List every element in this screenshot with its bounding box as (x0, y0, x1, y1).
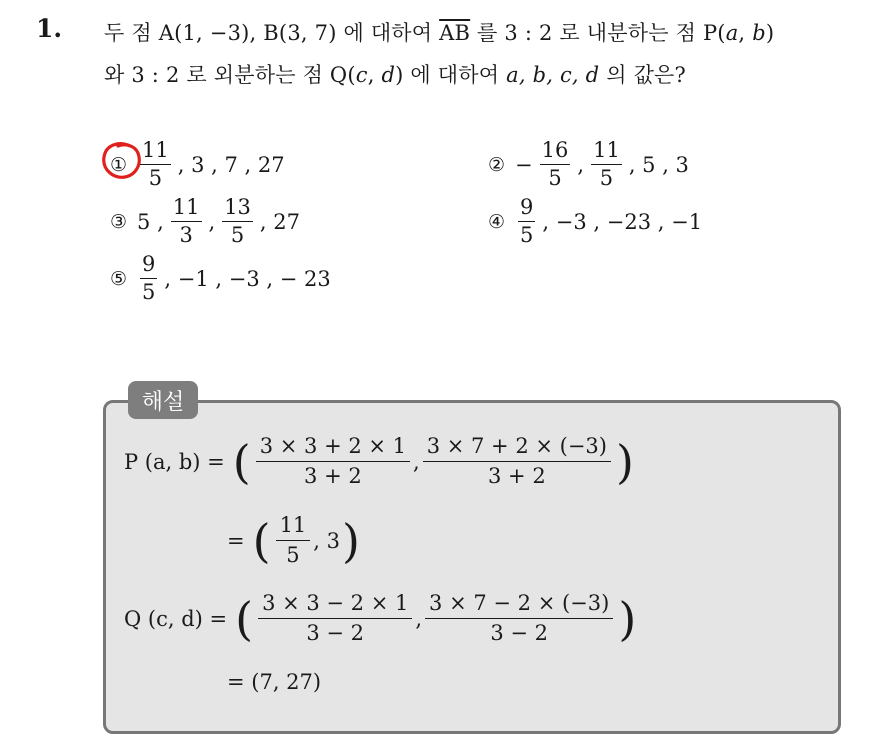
choice-4[interactable]: ④ $\frac{9}{5}$ , −3 , −23 , −1 (488, 195, 703, 247)
solution-p-result: = ( $\frac{11}{5}$ , 3 ) (227, 513, 360, 568)
choice-3[interactable]: ③ 5 , $\frac{11}{3}$ , $\frac{13}{5}$ , 27 (110, 195, 300, 247)
choice-4-fraction: $\frac{9}{5}$ (520, 195, 534, 247)
choice-3-marker: ③ (110, 210, 128, 233)
choice-2-fraction-1: $\frac{16}{5}$ (541, 138, 569, 190)
question-line-2: 와 3 : 2 로 외분하는 점 Q(c, d) 에 대하여 a, b, c, d 의 값은? (104, 63, 686, 87)
solution-q-equation: Q (c, d) = ( $\frac{3 \times 3 - 2 \times 1}{3 - 2}$ , $\frac{3 \times 7 - 2 \times (-3)}{3 - 2}$ ) (124, 591, 637, 646)
choice-5-marker: ⑤ (110, 267, 128, 290)
choice-1-marker: ① (110, 153, 128, 176)
p-result-fraction: $\frac{11}{5}$ (276, 515, 311, 566)
segment-ab: $\overline{AB}$ (439, 21, 471, 45)
choice-5[interactable]: ⑤ $\frac{9}{5}$ , −1 , −3 , − 23 (110, 252, 331, 304)
choice-2[interactable]: ② − $\frac{16}{5}$ , $\frac{11}{5}$ , 5 , 3 (488, 138, 689, 190)
solution-label: 해설 (128, 381, 198, 419)
choice-4-marker: ④ (488, 210, 506, 233)
choice-2-fraction-2: $\frac{11}{5}$ (593, 138, 620, 190)
p-fraction-y: $\frac{3 \times 7 + 2 \times (-3)}{3 + 2}$ (423, 436, 611, 487)
solution-q-result: = (7, 27) (227, 670, 322, 694)
choice-3-fraction-2: $\frac{13}{5}$ (224, 195, 251, 247)
p-fraction-x: $\frac{3 \times 3 + 2 \times 1}{3 + 2}$ (256, 436, 410, 487)
q-fraction-x: $\frac{3 \times 3 - 2 \times 1}{3 - 2}$ (258, 593, 412, 644)
question-number: 1. (36, 14, 63, 43)
choice-3-fraction-1: $\frac{11}{3}$ (172, 195, 200, 247)
choice-5-fraction: $\frac{9}{5}$ (142, 252, 156, 304)
choice-1[interactable]: ① $\frac{11}{5}$ , 3 , 7 , 27 (110, 138, 285, 190)
q-fraction-y: $\frac{3 \times 7 - 2 \times (-3)}{3 - 2}$ (425, 593, 613, 644)
choice-2-marker: ② (488, 153, 506, 176)
choice-1-fraction: $\frac{11}{5}$ (142, 138, 169, 190)
solution-p-equation: P (a, b) = ( $\frac{3 \times 3 + 2 \times 1}{3 + 2}$ , $\frac{3 \times 7 + 2 \times (-3)}{3 + 2}$ ) (124, 434, 634, 489)
question-line-1: 두 점 A(1, −3), B(3, 7) 에 대하여 $\overline{AB}$ 를 3 : 2 로 내분하는 점 P(a, b) (104, 21, 775, 45)
